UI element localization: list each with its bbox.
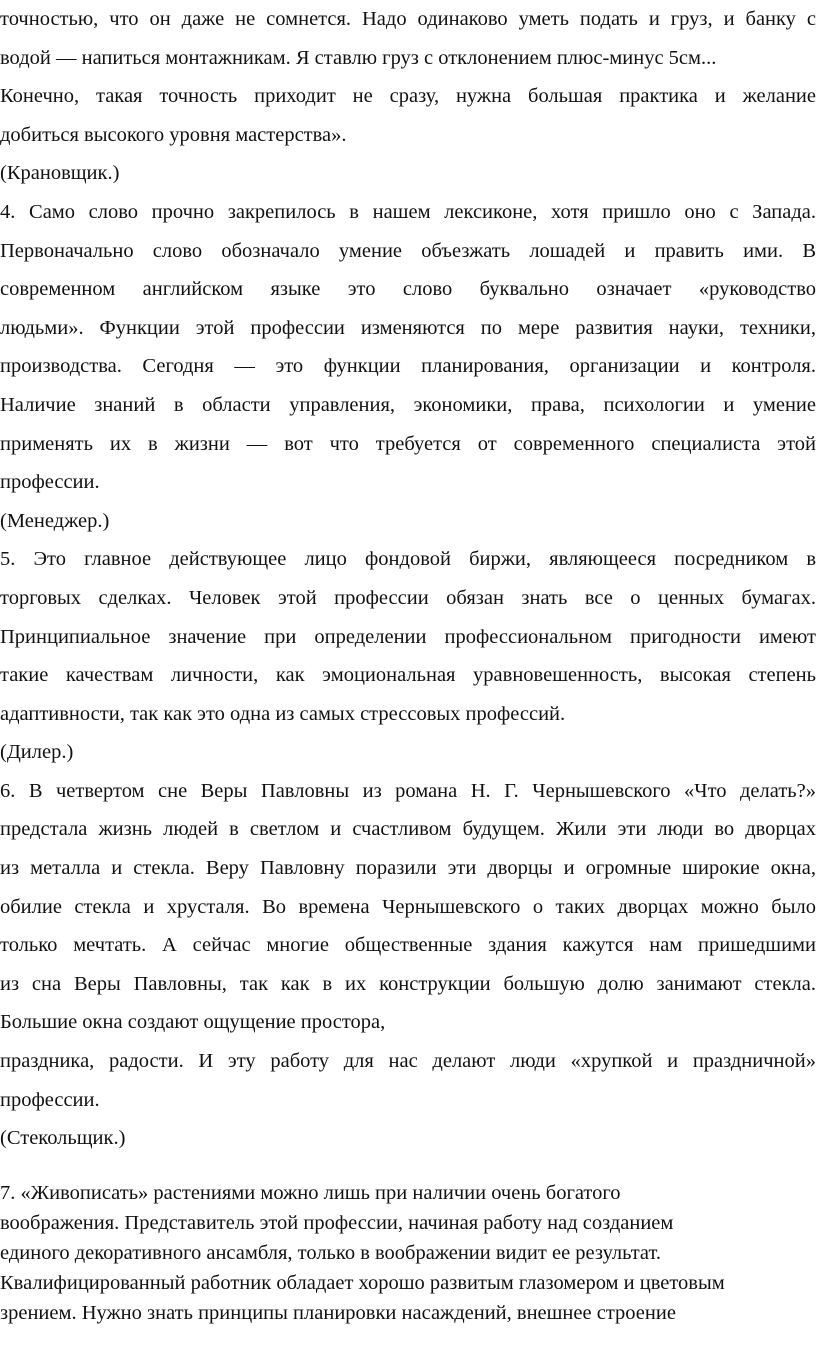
text-line: предстала жизнь людей в светлом и счастливом будущем. Жили эти люди во дворцах — [0, 818, 816, 841]
text-line: Наличие знаний в области управления, экономики, права, психологии и умение — [0, 393, 816, 416]
text-line: 5. Это главное действующее лицо фондовой биржи, являющееся посредником в — [0, 548, 816, 571]
text-line: применять их в жизни — вот что требуется от современного специалиста этой — [0, 432, 816, 455]
text-line: 4. Само слово прочно закрепилось в нашем лексиконе, хотя пришло оно с Запада. — [0, 200, 816, 223]
text-line: добиться высокого уровня мастерства». — [0, 123, 347, 146]
text-line: 6. В четвертом сне Веры Павловны из романа Н. Г. Чернышевского «Что делать?» — [0, 779, 816, 802]
text-line: праздника, радости. И эту работу для нас делают люди «хрупкой и праздничной» — [0, 1050, 816, 1073]
answer-line: (Менеджер.) — [0, 509, 110, 532]
text-line: Конечно, такая точность приходит не сразу, нужна большая практика и желание — [0, 85, 816, 108]
text-line: людьми». Функции этой профессии изменяются по мере развития науки, техники, — [0, 316, 816, 339]
text-line: торговых сделках. Человек этой профессии обязан знать все о ценных бумагах. — [0, 586, 816, 609]
text-line: профессии. — [0, 1088, 100, 1111]
answer-line: (Крановщик.) — [0, 162, 120, 185]
text-line: современном английском языке это слово буквально означает «руководство — [0, 278, 816, 301]
text-line: Принципиальное значение при определении профессиональном пригодности имеют — [0, 625, 816, 648]
text-line: воображения. Представитель этой профессии, начиная работу над созданием — [0, 1212, 674, 1234]
text-line: Квалифицированный работник обладает хорошо развитым глазомером и цветовым — [0, 1272, 725, 1294]
text-line: из сна Веры Павловны, так как в их конструкции большую долю занимают стекла. — [0, 972, 816, 995]
text-line: из металла и стекла. Веру Павловну поразили эти дворцы и огромные широкие окна, — [0, 857, 816, 880]
text-line: производства. Сегодня — это функции планирования, организации и контроля. — [0, 355, 816, 378]
text-line: адаптивности, так как это одна из самых стрессовых профессий. — [0, 702, 566, 725]
text-line: Большие окна создают ощущение простора, — [0, 1011, 386, 1034]
text-line: водой — напиться монтажникам. Я ставлю груз с отклонением плюс-минус 5см... — [0, 46, 717, 69]
text-line: обилие стекла и хрусталя. Во времена Чернышевского о таких дворцах можно было — [0, 895, 816, 918]
text-line: только мечтать. А сейчас многие общественные здания кажутся нам пришедшими — [0, 934, 816, 957]
answer-line: (Дилер.) — [0, 741, 74, 764]
text-line: Первоначально слово обозначало умение объезжать лошадей и править ими. В — [0, 239, 816, 262]
document-section-bottom — [0, 1178, 816, 1328]
text-line: такие качествам личности, как эмоциональная уравновешенность, высокая степень — [0, 664, 816, 687]
text-line: единого декоративного ансамбля, только в воображении видит ее результат. — [0, 1242, 662, 1264]
text-line: точностью, что он даже не сомнется. Надо одинаково уметь подать и груз, и банку с — [0, 8, 816, 30]
text-line: 7. «Живописать» растениями можно лишь при наличии очень богатого — [0, 1182, 621, 1204]
text-line: профессии. — [0, 471, 100, 494]
text-line: зрением. Нужно знать принципы планировки насаждений, внешнее строение — [0, 1302, 676, 1324]
answer-line: (Стекольщик.) — [0, 1127, 126, 1150]
